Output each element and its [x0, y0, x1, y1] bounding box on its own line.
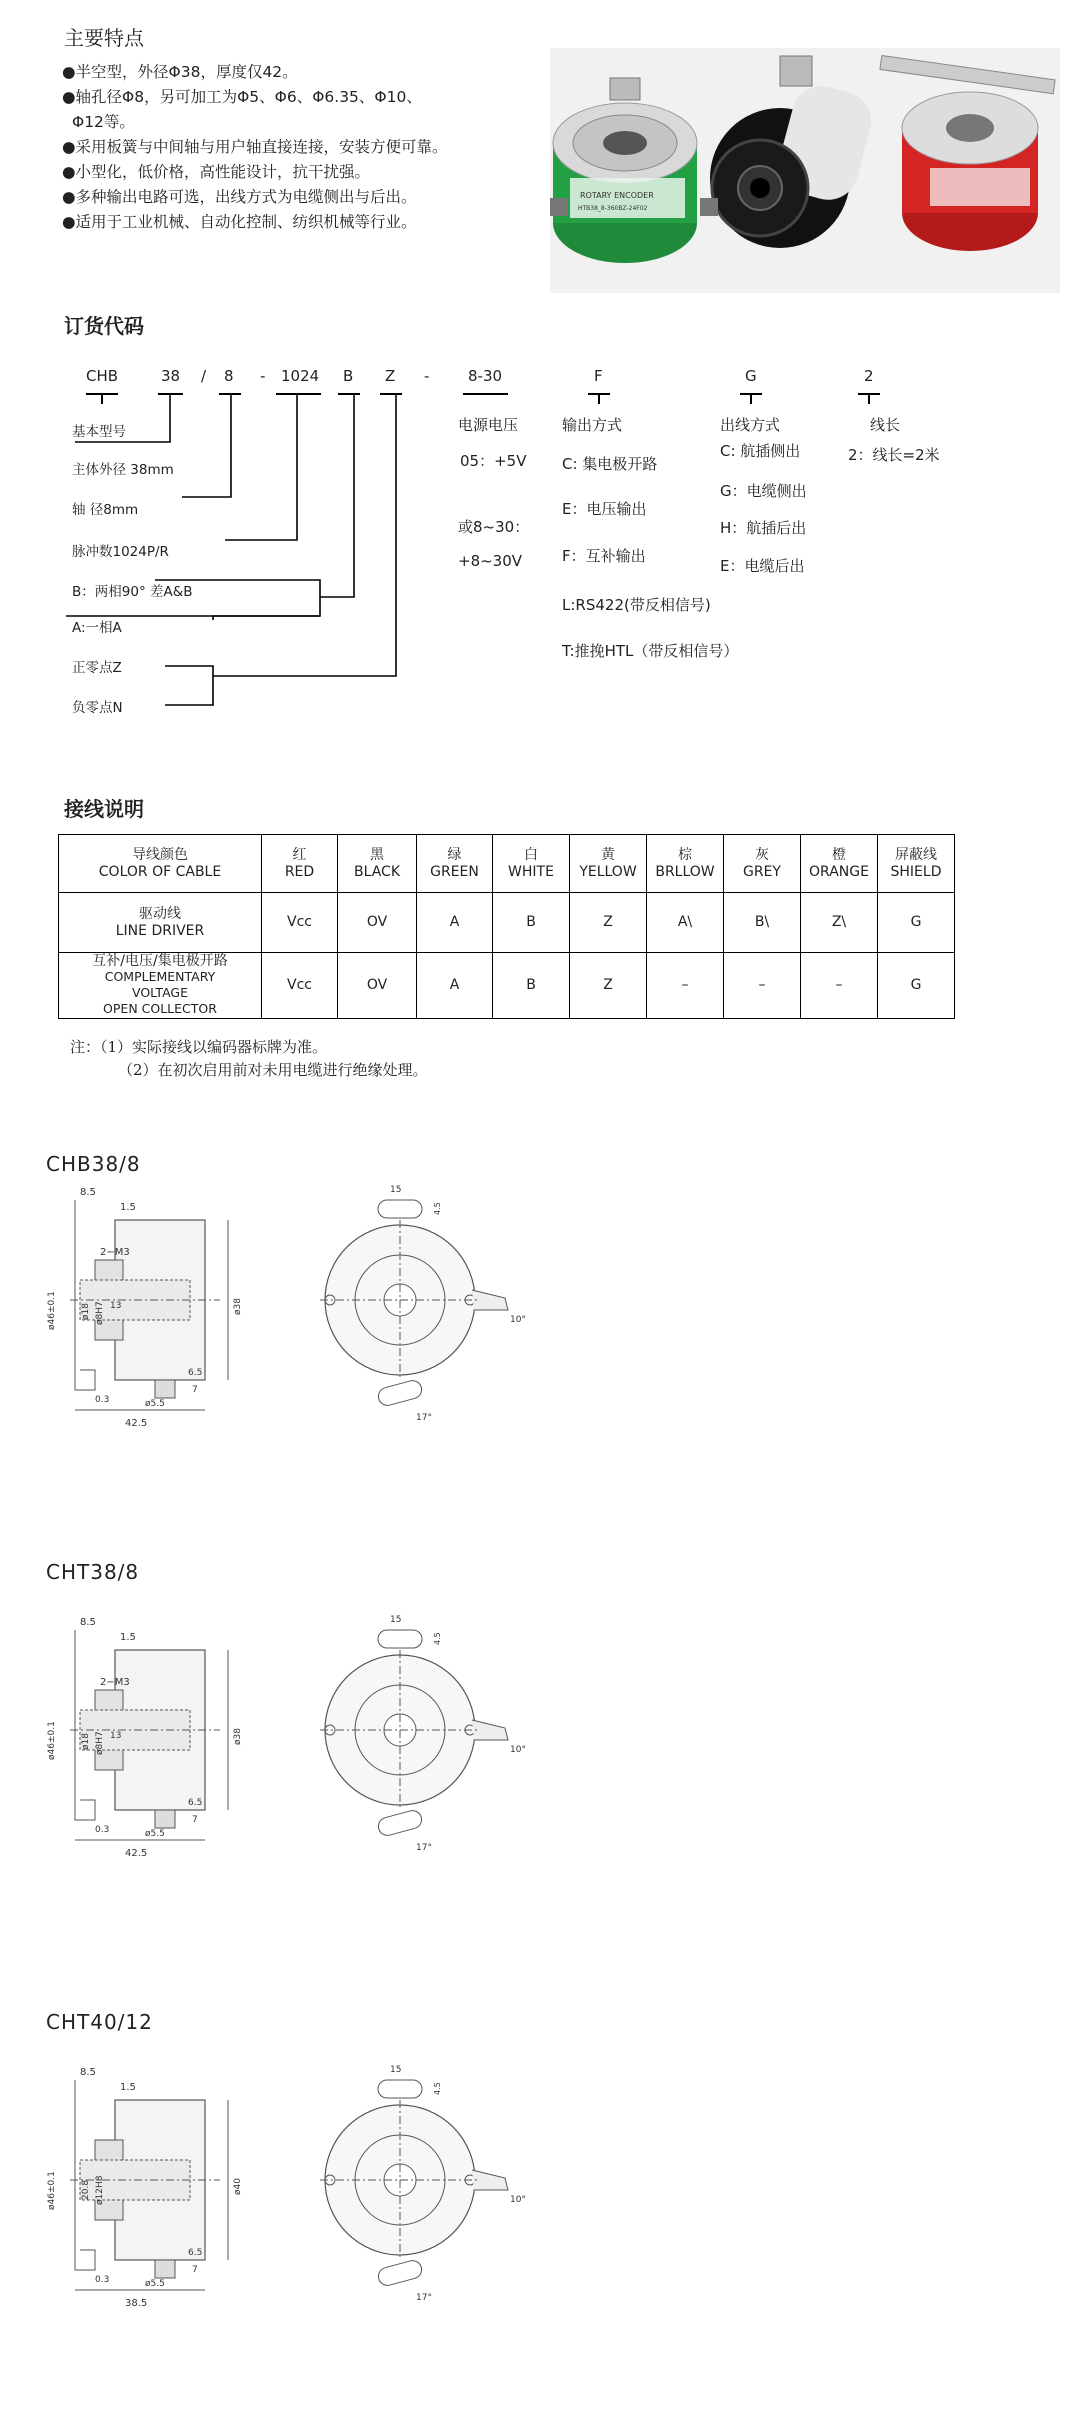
dimension-label: 2−M3 [100, 1677, 130, 1688]
dimension-label: ø12H8 [95, 2175, 105, 2205]
mount-slot [376, 1379, 423, 1408]
power-opt1: 05：+5V [460, 452, 527, 470]
table-cell: A [417, 953, 493, 1019]
wiring-table [58, 834, 955, 1019]
dimension-label: 42.5 [125, 1418, 148, 1429]
drawing-title: CHT40/12 [46, 2010, 153, 2034]
table-cell: OV [338, 893, 417, 953]
cable-gland [155, 1810, 175, 1828]
feature-item: ●适用于工业机械、自动化控制、纺织机械等行业。 [62, 213, 417, 231]
header-cn: 红 [292, 846, 307, 863]
wiring-title: 接线说明 [64, 797, 144, 821]
cable-exit [472, 2170, 508, 2190]
feature-item: ●轴孔径Φ8，另可加工为Φ5、Φ6、Φ6.35、Φ10、 [62, 88, 422, 106]
dimension-label: 10° [510, 1745, 526, 1755]
table-cell: B\ [724, 893, 801, 953]
dimension-label: 7 [192, 1385, 198, 1395]
label-pulses: 脉冲数1024P/R [72, 544, 169, 560]
code-8-30: 8-30 [468, 367, 503, 385]
header-en: GREEN [430, 863, 479, 880]
feature-item: ●半空型，外径Φ38，厚度仅42。 [62, 63, 298, 81]
header-cn: 黑 [370, 846, 384, 863]
dimension-label: ø5.5 [145, 2279, 165, 2289]
exit-c: C: 航插侧出 [720, 442, 801, 460]
table-cell: Z\ [801, 893, 878, 953]
cable-exit [472, 1290, 508, 1310]
dimension-label: ø18 [81, 1303, 91, 1320]
table-cell: G [878, 953, 955, 1019]
output-l: L:RS422(带反相信号) [562, 596, 711, 614]
exit-h: H：航插后出 [720, 519, 807, 537]
dimension-label: 1.5 [120, 1202, 136, 1213]
table-cell: OV [338, 953, 417, 1019]
label-outer-diameter: 主体外径 38mm [72, 462, 174, 478]
green-encoder-image [550, 78, 697, 263]
photo-model: HTB38_8-360BZ-24F02 [578, 205, 648, 212]
code-f: F [594, 367, 603, 385]
header-en: GREY [743, 863, 781, 880]
output-c: C: 集电极开路 [562, 455, 658, 473]
dimension-label: ø40 [233, 2178, 243, 2195]
dimension-label: 13 [110, 1301, 122, 1311]
table-cell: Vcc [262, 953, 338, 1019]
length-opt: 2：线长=2米 [848, 446, 940, 464]
dimension-label: 4.5 [433, 1632, 442, 1645]
code-g: G [745, 367, 757, 385]
dimension-label: 4.5 [433, 2082, 442, 2095]
dimension-label: ø8H7 [95, 1301, 105, 1325]
order-connector-lines [0, 390, 420, 710]
underline [463, 393, 508, 395]
code-38: 38 [161, 367, 181, 385]
product-photo [550, 48, 1060, 293]
feature-item: ●小型化，低价格，高性能设计，抗干扰强。 [62, 163, 371, 181]
dimension-label: 1.5 [120, 1632, 136, 1643]
table-cell: – [647, 953, 724, 1019]
feature-item: ●多种输出电路可选，出线方式为电缆侧出与后出。 [62, 188, 417, 206]
exit-e: E：电缆后出 [720, 557, 805, 575]
length-title: 线长 [870, 416, 901, 434]
output-e: E：电压输出 [562, 500, 647, 518]
dimension-label: 8.5 [80, 1617, 96, 1628]
drawing-chb38 [40, 1180, 560, 1460]
dimension-label: 38.5 [125, 2298, 148, 2309]
header-cn: 屏蔽线 [895, 846, 937, 863]
mount-slot [378, 1630, 422, 1648]
red-encoder-image [880, 56, 1055, 251]
feature-item: Φ12等。 [72, 113, 135, 131]
mount-slot [378, 2080, 422, 2098]
dimension-label: 0.3 [95, 1395, 110, 1405]
features-title: 主要特点 [64, 26, 144, 50]
table-cell: – [801, 953, 878, 1019]
mount-slot [378, 1200, 422, 1218]
header-cn: 灰 [755, 846, 769, 863]
dimension-label: 10° [510, 2195, 526, 2205]
dimension-label: ø18 [81, 1733, 91, 1750]
drawing-cht38 [40, 1610, 560, 1910]
header-cn: 黄 [601, 846, 615, 863]
header-en: BRLLOW [655, 863, 715, 880]
mount-slot [376, 1809, 423, 1838]
dimension-label: 42.5 [125, 1848, 148, 1859]
dimension-label: 8.5 [80, 1187, 96, 1198]
code-dash1: - [260, 367, 266, 385]
code-8: 8 [224, 367, 234, 385]
wiring-notes [70, 1036, 428, 1082]
note-1: 注：（1）实际接线以编码器标牌为准。 [70, 1038, 328, 1056]
dimension-label: ø46±0.1 [47, 2171, 57, 2210]
cable-gland [155, 1380, 175, 1398]
dimension-label: 15 [390, 1615, 402, 1625]
row-name-en: COMPLEMENTARY [104, 969, 216, 984]
table-cell: Vcc [262, 893, 338, 953]
dimension-label: 13 [110, 1731, 122, 1741]
power-opt2: 或8~30： [458, 518, 530, 536]
drawing-title: CHT38/8 [46, 1560, 140, 1584]
output-t: T:推挽HTL（带反相信号） [562, 642, 739, 660]
code-chb: CHB [86, 367, 119, 385]
dimension-label: 7 [192, 2265, 198, 2275]
table-header-row [59, 835, 955, 893]
header-en: BLACK [353, 863, 400, 880]
header-en: ORANGE [809, 863, 869, 880]
feature-item: ●采用板簧与中间轴与用户轴直接连接，安装方便可靠。 [62, 138, 448, 156]
header-en: SHIELD [890, 863, 942, 880]
header-cn: 橙 [832, 846, 846, 863]
exit-g: G：电缆侧出 [720, 482, 807, 500]
label-shaft-diameter: 轴 径8mm [72, 502, 139, 518]
header-en: RED [284, 863, 315, 880]
dimension-label: 20.8 [81, 2179, 91, 2200]
header-cn: 白 [524, 846, 538, 863]
code-dash2: - [424, 367, 430, 385]
dimension-label: 15 [390, 1185, 402, 1195]
cable-exit [472, 1720, 508, 1740]
dimension-label: 17° [416, 1843, 432, 1853]
dimension-label: 6.5 [188, 2248, 203, 2258]
power-opt3: +8~30V [458, 552, 523, 570]
code-1024: 1024 [281, 367, 320, 385]
dimension-label: 17° [416, 1413, 432, 1423]
table-cell: Z [570, 953, 647, 1019]
header-en: YELLOW [579, 863, 637, 880]
power-title: 电源电压 [458, 416, 519, 434]
label-zero-pos: 正零点Z [72, 660, 122, 676]
row-name-en: VOLTAGE [132, 985, 188, 1000]
table-row [59, 953, 955, 1019]
mount-slot [376, 2259, 423, 2288]
cable-gland [155, 2260, 175, 2278]
dimension-label: ø38 [233, 1728, 243, 1745]
table-row [59, 893, 955, 953]
table-cell: A\ [647, 893, 724, 953]
features-list [62, 60, 512, 235]
order-title: 订货代码 [64, 314, 144, 338]
row-name-cn: 互补/电压/集电极开路 [92, 953, 228, 969]
dimension-label: ø38 [233, 1298, 243, 1315]
dimension-label: ø5.5 [145, 1829, 165, 1839]
header-en: WHITE [508, 863, 554, 880]
photo-label: ROTARY ENCODER [580, 191, 654, 200]
dimension-label: 7 [192, 1815, 198, 1825]
output-f: F：互补输出 [562, 547, 646, 565]
dimension-label: 0.3 [95, 2275, 110, 2285]
dimension-label: 15 [390, 2065, 402, 2075]
table-cell: B [493, 953, 570, 1019]
drawing-cht40 [40, 2060, 560, 2360]
label-phase-b: B：两相90° 差A&B [72, 584, 193, 600]
dimension-label: ø46±0.1 [47, 1721, 57, 1760]
label-phase-a: A:一相A [72, 620, 122, 636]
header-cn: 棕 [678, 846, 692, 863]
dimension-label: 17° [416, 2293, 432, 2303]
dimension-label: 10° [510, 1315, 526, 1325]
dimension-label: 2−M3 [100, 1247, 130, 1258]
code-b: B [343, 367, 354, 385]
black-encoder-image [700, 56, 878, 248]
code-z: Z [385, 367, 396, 385]
dimension-label: 1.5 [120, 2082, 136, 2093]
row-name-en: OPEN COLLECTOR [103, 1001, 217, 1016]
table-cell: – [724, 953, 801, 1019]
table-cell: Z [570, 893, 647, 953]
code-slash: / [201, 367, 207, 385]
header-cn: 导线颜色 [132, 846, 188, 863]
output-title: 输出方式 [562, 416, 623, 434]
row-name-en: LINE DRIVER [115, 922, 205, 939]
label-base-model: 基本型号 [72, 424, 126, 440]
header-en: COLOR OF CABLE [98, 863, 222, 880]
table-cell: B [493, 893, 570, 953]
dimension-label: 8.5 [80, 2067, 96, 2078]
exit-title: 出线方式 [720, 416, 781, 434]
table-cell: G [878, 893, 955, 953]
dimension-label: ø8H7 [95, 1731, 105, 1755]
header-cn: 绿 [447, 846, 462, 863]
code-2: 2 [864, 367, 874, 385]
dimension-label: 6.5 [188, 1368, 203, 1378]
dimension-label: ø5.5 [145, 1399, 165, 1409]
dimension-label: 4.5 [433, 1202, 442, 1215]
drawing-title: CHB38/8 [46, 1152, 141, 1176]
dimension-label: 6.5 [188, 1798, 203, 1808]
row-name-cn: 驱动线 [139, 905, 181, 922]
dimension-label: 0.3 [95, 1825, 110, 1835]
note-2: （2）在初次启用前对未用电缆进行绝缘处理。 [118, 1061, 428, 1079]
label-zero-neg: 负零点N [72, 700, 123, 716]
dimension-label: ø46±0.1 [47, 1291, 57, 1330]
table-cell: A [417, 893, 493, 953]
